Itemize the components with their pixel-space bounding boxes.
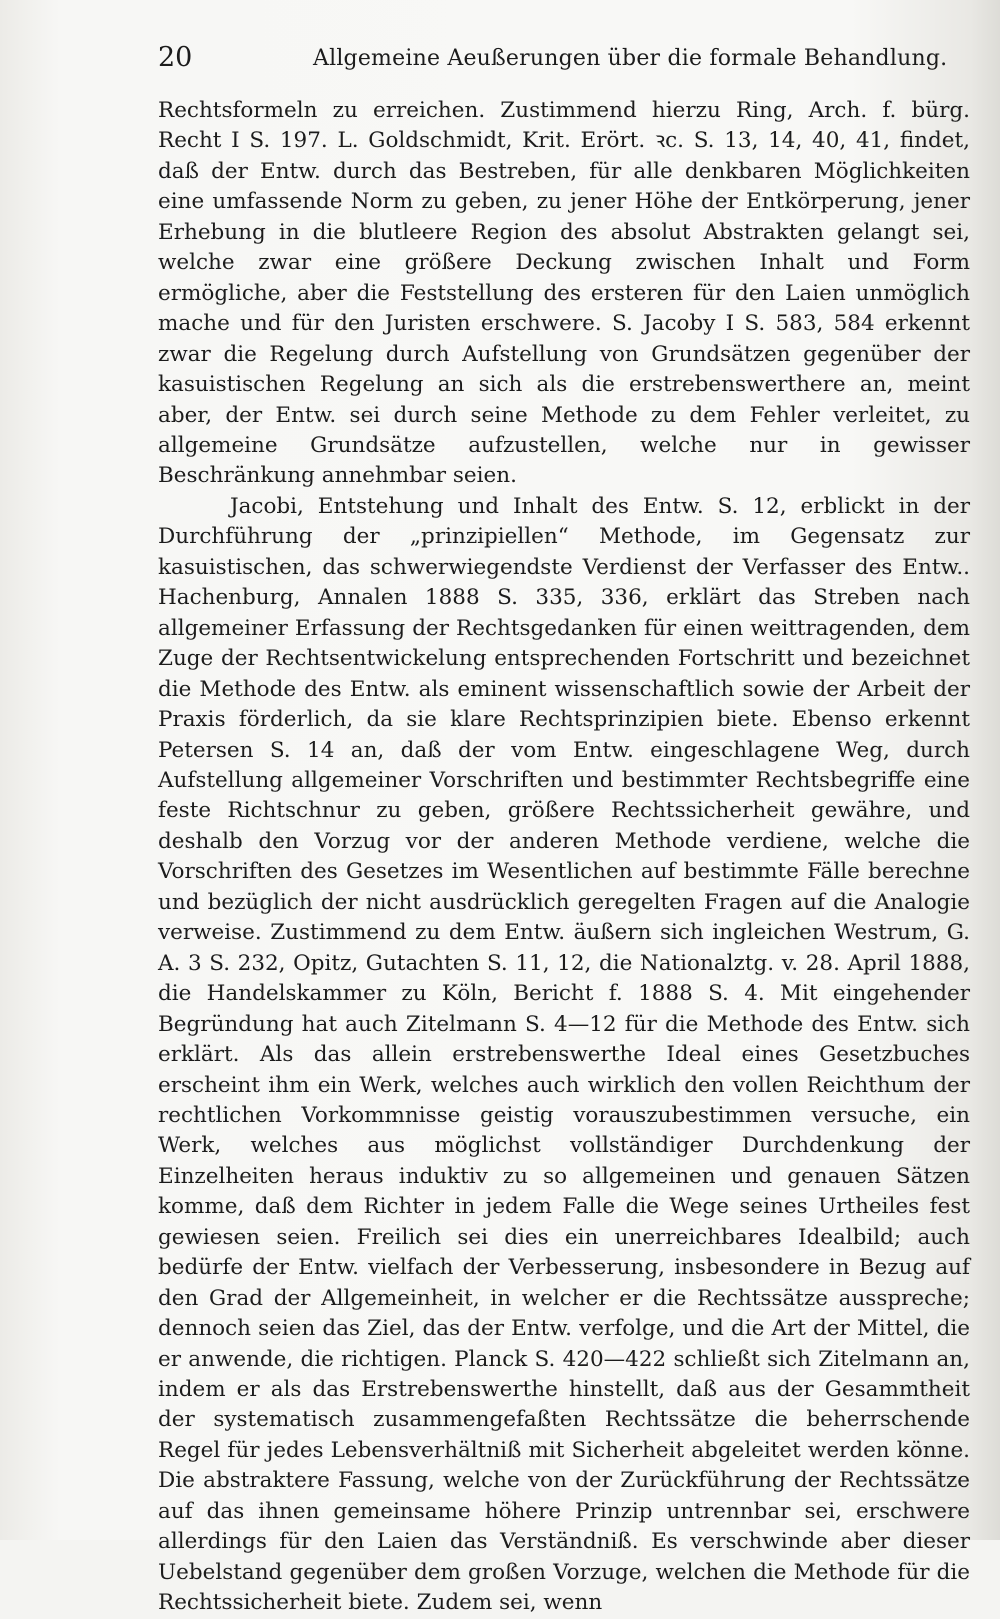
running-title: Allgemeine Aeußerungen über die formale Behandlung.: [313, 46, 948, 71]
paragraph-2: Jacobi, Entstehung und Inhalt des Entw. S. 12, erblickt in der Durchführung der „prinzipiellen“ Methode, im Gegensatz zur kasuistischen, das schwerwiegendste Verdienst der Verfasser des Entw.. Hachenburg, Annalen 1888 S. 335, 336, erklärt das Streben nach allgemeiner Erfassung der Rechtsgedanken für einen weittragenden, dem Zuge der Rechtsentwickelung entsprechenden Fortschritt und bezeichnet die Methode des Entw. als eminent wissenschaftlich sowie der Arbeit der Praxis förderlich, da sie klare Rechtsprinzipien biete. Ebenso erkennt Petersen S. 14 an, daß der vom Entw. eingeschlagene Weg, durch Aufstellung allgemeiner Vorschriften und bestimmter Rechtsbegriffe eine feste Richtschnur zu geben, größere Rechtssicherheit gewähre, und deshalb den Vorzug vor der anderen Methode verdiene, welche die Vorschriften des Gesetzes im Wesentlichen auf bestimmte Fälle berechne und bezüglich der nicht ausdrücklich geregelten Fragen auf die Analogie verweise. Zustimmend zu dem Entw. äußern sich ingleichen Westrum, G. A. 3 S. 232, Opitz, Gutachten S. 11, 12, die Nationalztg. v. 28. April 1888, die Handelskammer zu Köln, Bericht f. 1888 S. 4. Mit eingehender Begründung hat auch Zitelmann S. 4—12 für die Methode des Entw. sich erklärt. Als das allein erstrebenswerthe Ideal eines Gesetzbuches erscheint ihm ein Werk, welches auch wirklich den vollen Reichthum der rechtlichen Vorkommnisse geistig vorauszubestimmen versuche, ein Werk, welches aus möglichst vollständiger Durchdenkung der Einzelheiten heraus induktiv zu so allgemeinen und genauen Sätzen komme, daß dem Richter in jedem Falle die Wege seines Urtheiles fest gewiesen seien. Freilich sei dies ein unerreichbares Idealbild; auch bedürfe der Entw. vielfach der Verbesserung, insbesondere in Bezug auf den Grad der Allgemeinheit, in welcher er die Rechtssätze ausspreche; dennoch seien das Ziel, das der Entw. verfolge, und die Art der Mittel, die er anwende, die richtigen. Planck S. 420—422 schließt sich Zitelmann an, indem er als das Erstrebenswerthe hinstellt, daß aus der Gesammtheit der systematisch zusammengefaßten Rechtssätze die beherrschende Regel für jedes Lebensverhältniß mit Sicherheit abgeleitet werden könne. Die abstraktere Fassung, welche von der Zurückführung der Rechtssätze auf das ihnen gemeinsame höhere Prinzip untrennbar sei, erschwere allerdings für den Laien das Verständniß. Es verschwinde aber dieser Uebelstand gegenüber dem großen Vorzuge, welchen die Methode für die Rechtssicherheit biete. Zudem sei, wenn: [158, 493, 970, 1616]
paragraph-1: Rechtsformeln zu erreichen. Zustimmend hierzu Ring, Arch. f. bürg. Recht I S. 197. L. Goldschmidt, Krit. Erört. ꝛc. S. 13, 14, 40, 41, findet, daß der Entw. durch das Bestreben, für alle denkbaren Möglichkeiten eine umfassende Norm zu geben, zu jener Höhe der Entkörperung, jener Erhebung in die blutleere Region des absolut Abstrakten gelangt sei, welche zwar eine größere Deckung zwischen Inhalt und Form ermögliche, aber die Feststellung des ersteren für den Laien unmöglich mache und für den Juristen erschwere. S. Jacoby I S. 583, 584 erkennt zwar die Regelung durch Aufstellung von Grundsätzen gegenüber der kasuistischen Regelung an sich als die erstrebenswerthere an, meint aber, der Entw. sei durch seine Methode zu dem Fehler verleitet, zu allgemeine Grundsätze aufzustellen, welche nur in gewisser Beschränkung annehmbar seien.: [158, 98, 970, 489]
page-number: 20: [158, 42, 193, 73]
page-body: [158, 96, 970, 1619]
page-header: [158, 40, 968, 76]
